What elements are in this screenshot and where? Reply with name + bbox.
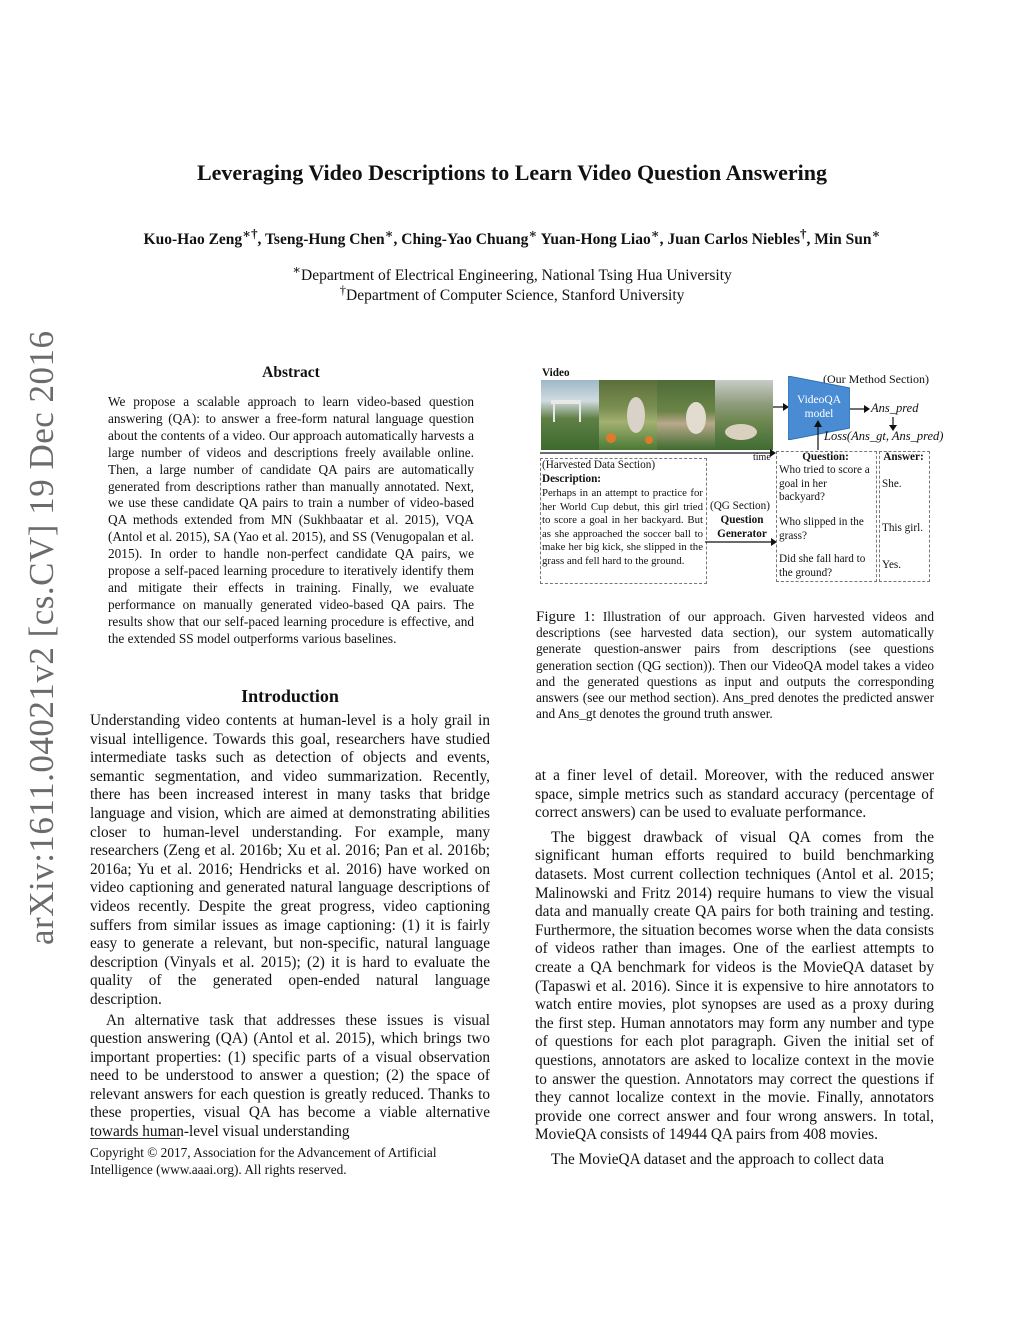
right-paragraph-2: The biggest drawback of visual QA comes from the significant human efforts required to build benchmarking datasets. Most current collection techniques (Antol et al. 2015; Malinowski and Fritz 2014) require humans to view the visual data and manually create QA pairs for both training and testing. Furthermore, the situation becomes worse when the data consists of videos rather than images. One of the earliest attempts to create a QA benchmark for videos is the MovieQA dataset by (Tapaswi et al. 2016). Since it is expensive to hire annotators to watch entire movies, plot synopses are used as a proxy during the first step. Human annotators may form any number and type of questions for each plot paragraph. Given the initial set of questions, annotators are asked to localize context in the movie to answer the question. Annotators may correct the questions if they cannot localize context in the movie. Finally, annotators provide one correct answer and four wrong answers. In total, MovieQA consists of 14944 QA pairs from 408 movies. <box>535 828 934 1144</box>
qg-section-label: (QG Section) <box>710 500 770 512</box>
question-1: Who tried to score a goal in her backyard? <box>779 464 870 504</box>
right-paragraph-3: The MovieQA dataset and the approach to collect data <box>551 1150 885 1168</box>
figure-caption-label: Figure 1: <box>536 609 596 625</box>
affiliation-mark: ∗ <box>292 262 301 277</box>
author-mark: ∗† <box>242 226 258 241</box>
copyright-notice: Copyright © 2017, Association for the Advancement of Artificial Intelligence (www.aaai.org). All rights reserved. <box>90 1145 437 1177</box>
model-output-arrow-icon <box>850 404 870 414</box>
author-name: Yuan-Hong Liao <box>540 231 651 249</box>
affiliation-mark: † <box>339 282 347 297</box>
affiliation-text: Department of Electrical Engineering, National Tsing Hua University <box>301 267 732 285</box>
author-name: Ching-Yao Chuang <box>401 231 529 249</box>
video-to-model-arrow-icon <box>773 402 789 412</box>
affiliation-2 <box>0 282 1024 305</box>
description-label: Description: <box>542 473 602 485</box>
question-generator-label: Question Generator <box>717 514 767 540</box>
introduction-body <box>90 712 490 1142</box>
answer-header: Answer: <box>883 451 924 463</box>
answer-2: This girl. <box>882 522 924 534</box>
abstract-text: We propose a scalable approach to learn video-based question answering (QA): to answer a free-form natural language question about the contents of a video. Our approach automatically harvests a large number of videos and descriptions freely available online. Then, a large number of candidate QA pairs are automatically generated from descriptions rather than manually annotated. Next, we use these candidate QA pairs to train a number of video-based QA methods extended from MN (Sukhbaatar et al. 2015), VQA (Antol et al. 2015), SA (Yao et al. 2015), and SS (Venugopalan et al. 2015). In order to handle non-perfect candidate QA pairs, we propose a self-paced learning procedure to iteratively identify them and mitigate their effects in training. Finally, we evaluate performance on manually generated video-based QA pairs. The results show that our self-paced learning procedure is effective, and the extended SS model outperforms various baselines. <box>108 394 474 646</box>
question-3: Did she fall hard to the ground? <box>779 553 866 579</box>
author-name: Kuo-Hao Zeng <box>143 231 243 249</box>
author-mark: † <box>800 226 807 241</box>
intro-paragraph-2: An alternative task that addresses these issues is visual question answering (QA) (Antol et al. 2015), which brings two important properties: (1) specific parts of a visual observation need to be understood to answer a question; (2) the space of relevant answers for each question is greatly reduced. Thanks to these properties, visual QA has become a viable alternative towards human-level visual understanding <box>90 1011 490 1141</box>
author-mark: ∗ <box>871 226 881 241</box>
right-paragraph-1: at a finer level of detail. Moreover, with the reduced answer space, simple metrics such as standard accuracy (percentage of correct answers) can be used to evaluate performance. <box>535 767 934 822</box>
ans-pred-label: Ans_pred <box>871 401 919 415</box>
footnote-rule <box>90 1138 180 1139</box>
right-column-body <box>535 767 934 1169</box>
author-mark: ∗ <box>528 226 538 241</box>
arxiv-identifier: arXiv:1611.04021v2 [cs.CV] 19 Dec 2016 <box>22 330 61 945</box>
harvested-section-label: (Harvested Data Section) <box>542 459 656 471</box>
author-mark: ∗ <box>384 226 394 241</box>
description-text: Perhaps in an attempt to practice for her World Cup debut, this girl tried to score a goal in her backyard. But as she approached the soccer ball to make her big kick, she slipped in the grass and fell hard to the ground. <box>542 487 703 567</box>
abstract-heading: Abstract <box>262 364 320 381</box>
qg-input-arrow-icon <box>705 537 777 547</box>
figure-caption <box>536 609 934 722</box>
answer-3: Yes. <box>882 559 902 571</box>
figure-time-label: time <box>753 452 771 463</box>
answer-1: She. <box>882 478 902 490</box>
loss-feedback-arrow-icon <box>812 420 824 450</box>
paper-title: Leveraging Video Descriptions to Learn Video Question Answering <box>196 160 828 185</box>
question-2: Who slipped in the grass? <box>779 516 864 542</box>
loss-label: Loss(Ans_gt, Ans_pred) <box>824 429 944 443</box>
time-arrow-icon <box>540 448 776 458</box>
author-name: Juan Carlos Niebles <box>667 231 801 249</box>
figure-caption-text: Illustration of our approach. Given harvested videos and descriptions (see harvested data section), our system automatically generate question-answer pairs from descriptions (see questions generation section (QG section)). Then our VideoQA model takes a video and the generated questions as input and outputs the corresponding answers (see our method section). Ans_pred denotes the predicted answer and Ans_gt denotes the ground truth answer. <box>536 609 934 722</box>
figure-video-label: Video <box>542 367 570 379</box>
affiliation-text: Department of Computer Science, Stanford University <box>346 287 685 305</box>
author-mark: ∗ <box>650 226 660 241</box>
author-list: Kuo-Hao Zeng∗†, Tseng-Hung Chen∗, Ching-Yao Chuang∗ Yuan-Hong Liao∗, Juan Carlos Niebles†, Min Sun∗ <box>143 226 881 249</box>
intro-paragraph-1: Understanding video contents at human-level is a holy grail in visual intelligence. Towards this goal, researchers have studied intermediate tasks such as detection of objects and events, semantic segmentation, and video summarization. Recently, there has been increased interest in many tasks that bridge language and vision, which are aimed at demonstrating abilities closer to human-level understanding. For example, many researchers (Zeng et al. 2016b; Xu et al. 2016; Pan et al. 2016b; 2016a; Yu et al. 2016; Hendricks et al. 2016) have worked on video captioning and generated natural language descriptions of videos recently. Despite the great progress, video captioning suffers from similar issues as image captioning: (1) it is fairly easy to generate a relevant, but non-specific, natural language description (Vinyals et al. 2015); (2) it is hard to evaluate the quality of the generated open-ended natural language description. <box>90 712 490 1008</box>
introduction-heading: Introduction <box>241 686 339 706</box>
figure-method-section: (Our Method Section) <box>823 372 929 386</box>
video-frame-details <box>541 380 773 450</box>
question-header: Question: <box>802 451 849 463</box>
videoqa-model-label: VideoQA model <box>796 394 842 420</box>
author-name: Tseng-Hung Chen <box>265 231 385 249</box>
author-name: Min Sun <box>814 231 872 249</box>
